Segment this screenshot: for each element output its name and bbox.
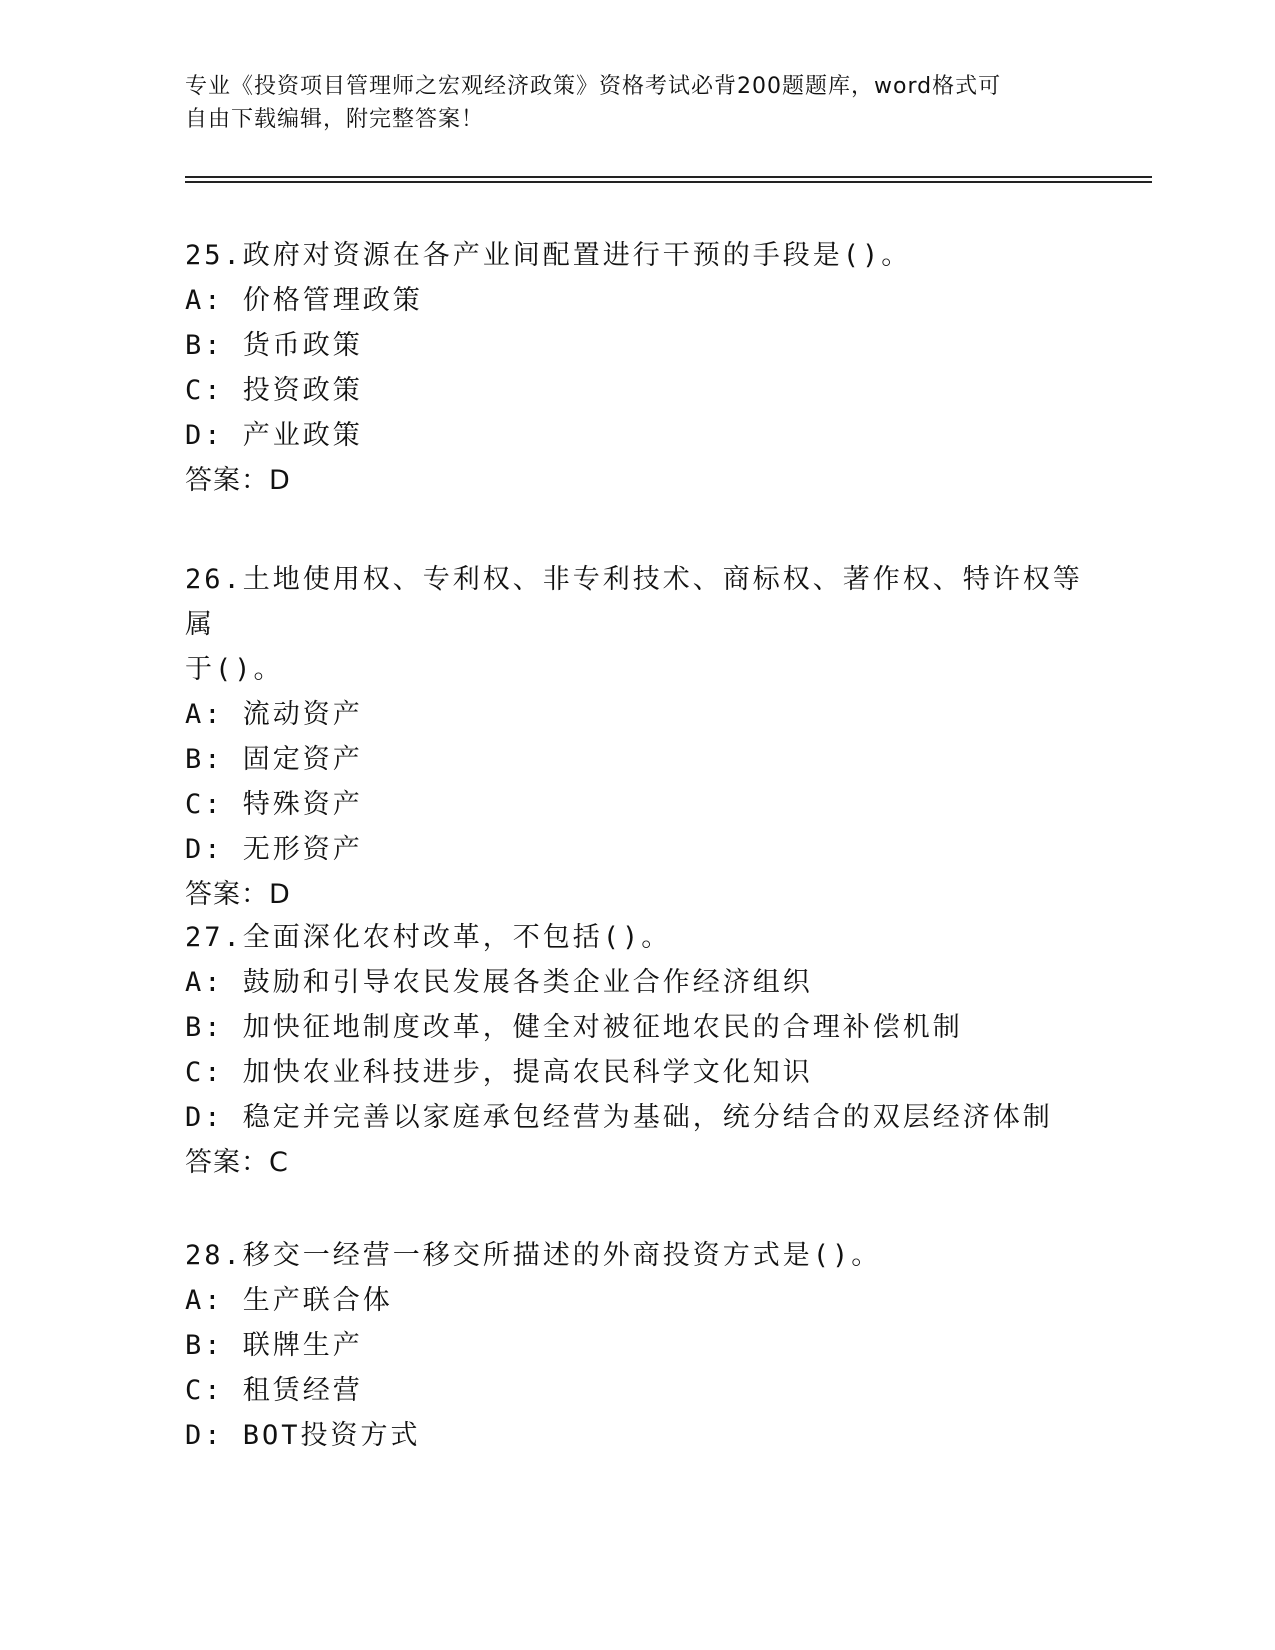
option-a: A: 价格管理政策: [185, 285, 423, 316]
question-stem: 25.政府对资源在各产业间配置进行干预的手段是()。: [185, 240, 912, 271]
option-a: A: 鼓励和引导农民发展各类企业合作经济组织: [185, 967, 813, 998]
question-26: [185, 557, 1085, 917]
question-stem: 27.全面深化农村改革，不包括()。: [185, 922, 672, 953]
option-b: B: 加快征地制度改革，健全对被征地农民的合理补偿机制: [185, 1012, 963, 1043]
option-b: B: 货币政策: [185, 330, 363, 361]
option-d: D: BOT投资方式: [185, 1420, 421, 1451]
option-a: A: 流动资产: [185, 699, 363, 730]
option-b: B: 联牌生产: [185, 1330, 363, 1361]
option-c: C: 租赁经营: [185, 1375, 363, 1406]
answer: 答案：C: [185, 1147, 289, 1178]
question-stem-line-1: 26.土地使用权、专利权、非专利技术、商标权、著作权、特许权等属: [185, 564, 1083, 640]
option-c: C: 加快农业科技进步，提高农民科学文化知识: [185, 1057, 813, 1088]
option-d: D: 稳定并完善以家庭承包经营为基础，统分结合的双层经济体制: [185, 1102, 1053, 1133]
option-d: D: 产业政策: [185, 420, 363, 451]
header-line-2: 自由下载编辑，附完整答案！: [185, 107, 485, 132]
header-line-1: 专业《投资项目管理师之宏观经济政策》资格考试必背200题题库，word格式可: [185, 74, 1002, 99]
question-stem-line-2: 于()。: [185, 654, 284, 685]
option-a: A: 生产联合体: [185, 1285, 393, 1316]
header-rule-top: [185, 176, 1152, 178]
question-stem: 28.移交一经营一移交所描述的外商投资方式是()。: [185, 1240, 882, 1271]
question-27: [185, 915, 1085, 1185]
option-c: C: 投资政策: [185, 375, 363, 406]
option-b: B: 固定资产: [185, 744, 363, 775]
header-rule-bottom: [185, 181, 1152, 183]
document-header: [185, 70, 1105, 136]
answer: 答案：D: [185, 465, 291, 496]
option-d: D: 无形资产: [185, 834, 363, 865]
question-25: [185, 233, 1085, 503]
answer: 答案：D: [185, 879, 291, 910]
option-c: C: 特殊资产: [185, 789, 363, 820]
question-28: [185, 1233, 1085, 1458]
